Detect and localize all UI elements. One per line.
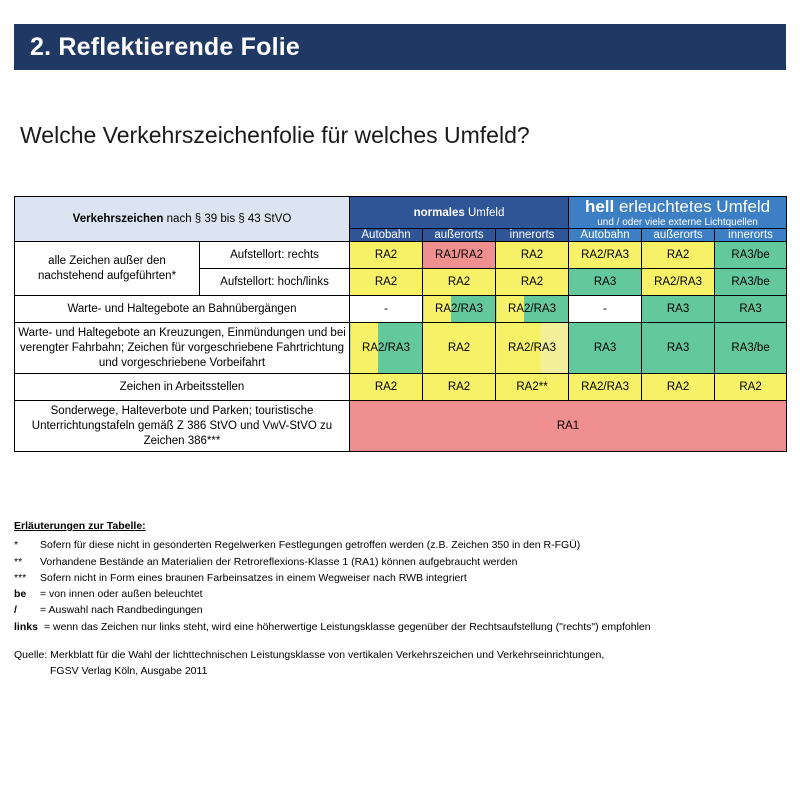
- table-row: [15, 374, 787, 401]
- retroreflection-class-table: [14, 196, 787, 452]
- cell-r4-c1: [350, 323, 423, 374]
- cell-r3-c2: [423, 296, 496, 323]
- note-marker: links: [14, 620, 38, 633]
- subheader-hell-autobahn: Autobahn: [569, 229, 642, 242]
- table-row: [15, 323, 787, 374]
- cell-value: RA2/RA3: [362, 342, 410, 355]
- note-text: = wenn das Zeichen nur links steht, wird eine höherwertige Leistungsklasse gegenüber der Rechtsaufstellung ("rechts") empfohlen: [44, 620, 651, 633]
- notes-heading: Erläuterungen zur Tabelle:: [14, 520, 146, 532]
- cell-r3-c3: [496, 296, 569, 323]
- cell-r1-c2: [423, 242, 496, 269]
- cell-r6-merged-ra1: [350, 401, 787, 452]
- cell-r5-c6: [715, 374, 787, 401]
- cell-value: RA2/RA3: [581, 381, 629, 394]
- subheader-hell-innerorts: innerorts: [715, 229, 787, 242]
- cell-value: RA2: [666, 249, 690, 262]
- group-header-hell-bold: hell: [584, 197, 615, 216]
- cell-r2-c2: [423, 269, 496, 296]
- cell-r2-c1: [350, 269, 423, 296]
- note-item: [14, 602, 786, 618]
- cell-value: RA2/RA3: [581, 249, 629, 262]
- cell-r2-c5: [642, 269, 715, 296]
- cell-value: RA3: [666, 342, 690, 355]
- note-text: = von innen oder außen beleuchtet: [40, 588, 203, 601]
- cell-value: RA3: [593, 342, 617, 355]
- cell-r1-c6: [715, 242, 787, 269]
- cell-r1-c5: [642, 242, 715, 269]
- source-line-2: FGSV Verlag Köln, Ausgabe 2011: [50, 664, 208, 677]
- cell-value: RA3: [593, 276, 617, 289]
- cell-value: RA2/RA3: [654, 276, 702, 289]
- cell-r4-c4: [569, 323, 642, 374]
- cell-value: RA2: [520, 276, 544, 289]
- row-label-bahnuebergaenge: Warte- und Haltegebote an Bahnübergängen: [15, 296, 350, 323]
- cell-r5-c2: [423, 374, 496, 401]
- note-text: Sofern für diese nicht in gesonderten Regelwerken Festlegungen getroffen werden (z.B. Zeichen 350 in den R-FGÜ): [40, 539, 581, 552]
- table-row: [15, 242, 787, 269]
- slide-title-bar: [14, 24, 786, 70]
- cell-r4-c3: [496, 323, 569, 374]
- row-sublabel-aufstellort-rechts: Aufstellort: rechts: [200, 242, 350, 269]
- corner-header-main: Verkehrszeichen: [72, 213, 164, 226]
- cell-value: RA2: [520, 249, 544, 262]
- group-header-hell-rest: erleuchtetes Umfeld: [614, 197, 771, 216]
- cell-r4-c2: [423, 323, 496, 374]
- note-marker: *: [14, 539, 19, 552]
- cell-value: RA2/RA3: [508, 342, 556, 355]
- cell-value: RA2: [739, 381, 762, 394]
- corner-header-sub: nach § 39 bis § 43 StVO: [166, 213, 292, 226]
- source-note: [14, 648, 786, 680]
- cell-value: -: [603, 303, 607, 316]
- table-header-row-groups: [15, 197, 787, 229]
- source-line-1: Quelle: Merkblatt für die Wahl der lichttechnischen Leistungsklasse von vertikalen Verkehrszeichen und Verkehrseinrichtungen,: [14, 649, 605, 661]
- cell-r2-c6: [715, 269, 787, 296]
- cell-r5-c4: [569, 374, 642, 401]
- cell-value: RA2: [447, 342, 471, 355]
- note-text: Vorhandene Bestände an Materialien der Retroreflexions-Klasse 1 (RA1) können aufgebraucht werden: [40, 555, 518, 568]
- note-marker: ***: [14, 571, 27, 584]
- note-item: [14, 570, 786, 586]
- cell-r5-c5: [642, 374, 715, 401]
- cell-r3-c1: [350, 296, 423, 323]
- cell-value: RA1/RA2: [435, 249, 483, 262]
- subheader-normal-autobahn: Autobahn: [350, 229, 423, 242]
- cell-r4-c5: [642, 323, 715, 374]
- note-text: = Auswahl nach Randbedingungen: [40, 604, 203, 617]
- cell-r1-c3: [496, 242, 569, 269]
- group-header-normales-bold: normales: [413, 206, 465, 219]
- cell-value: RA3/be: [731, 342, 770, 355]
- note-item: [14, 537, 786, 553]
- table-row: [15, 401, 787, 452]
- cell-value: RA2: [447, 276, 471, 289]
- table-notes: [14, 518, 786, 635]
- cell-value: RA3: [739, 303, 762, 316]
- group-header-normales-umfeld: [350, 197, 569, 229]
- row-label-kreuzungen: Warte- und Haltegebote an Kreuzungen, Einmündungen und bei verengter Fahrbahn; Zeichen für vorgeschriebene Fahrtrichtung und vorgeschriebene Vorbeifahrt: [15, 323, 350, 374]
- cell-value: RA2: [666, 381, 690, 394]
- row-label-alle-zeichen: alle Zeichen außer den nachstehend aufgeführten*: [15, 242, 200, 296]
- cell-value: RA2/RA3: [435, 303, 483, 316]
- note-item: [14, 586, 786, 602]
- group-header-hell-line2: und / oder viele externe Lichtquellen: [597, 216, 758, 228]
- cell-value: RA2: [447, 381, 471, 394]
- cell-value: RA2/RA3: [508, 303, 556, 316]
- note-marker: **: [14, 555, 23, 568]
- group-header-hell-umfeld: [569, 197, 787, 229]
- cell-r3-c5: [642, 296, 715, 323]
- subheader-normal-ausserorts: außerorts: [423, 229, 496, 242]
- cell-value: RA2**: [516, 381, 548, 394]
- cell-r3-c6: [715, 296, 787, 323]
- cell-r3-c4: [569, 296, 642, 323]
- subheader-normal-innerorts: innerorts: [496, 229, 569, 242]
- cell-r1-c1: [350, 242, 423, 269]
- row-sublabel-aufstellort-hoch-links: Aufstellort: hoch/links: [200, 269, 350, 296]
- note-item: [14, 554, 786, 570]
- cell-value: -: [384, 303, 388, 316]
- cell-r2-c4: [569, 269, 642, 296]
- note-marker: /: [14, 604, 17, 617]
- group-header-hell-line1: [569, 197, 786, 217]
- cell-r5-c3: [496, 374, 569, 401]
- cell-value: RA2: [374, 381, 398, 394]
- note-text: Sofern nicht in Form eines braunen Farbeinsatzes in einem Wegweiser nach RWB integriert: [40, 571, 467, 584]
- note-item: [14, 619, 786, 635]
- cell-value: RA2: [374, 249, 398, 262]
- table-corner-header: [15, 197, 350, 242]
- cell-value: RA3/be: [731, 276, 770, 289]
- table-row: [15, 296, 787, 323]
- subheader-hell-ausserorts: außerorts: [642, 229, 715, 242]
- cell-value: RA3/be: [731, 249, 770, 262]
- slide-subtitle: Welche Verkehrszeichenfolie für welches Umfeld?: [20, 122, 530, 148]
- cell-r4-c6: [715, 323, 787, 374]
- cell-r1-c4: [569, 242, 642, 269]
- row-label-sonderwege: Sonderwege, Halteverbote und Parken; touristische Unterrichtungstafeln gemäß Z 386 StVO und VwV-StVO zu Zeichen 386***: [15, 401, 350, 452]
- cell-r2-c3: [496, 269, 569, 296]
- row-label-arbeitsstellen: Zeichen in Arbeitsstellen: [15, 374, 350, 401]
- note-marker: be: [14, 588, 27, 601]
- cell-value: RA1: [556, 420, 580, 433]
- group-header-normales-rest: Umfeld: [464, 206, 505, 219]
- cell-r5-c1: [350, 374, 423, 401]
- page-title: 2. Reflektierende Folie: [30, 32, 300, 61]
- cell-value: RA2: [374, 276, 398, 289]
- cell-value: RA3: [666, 303, 690, 316]
